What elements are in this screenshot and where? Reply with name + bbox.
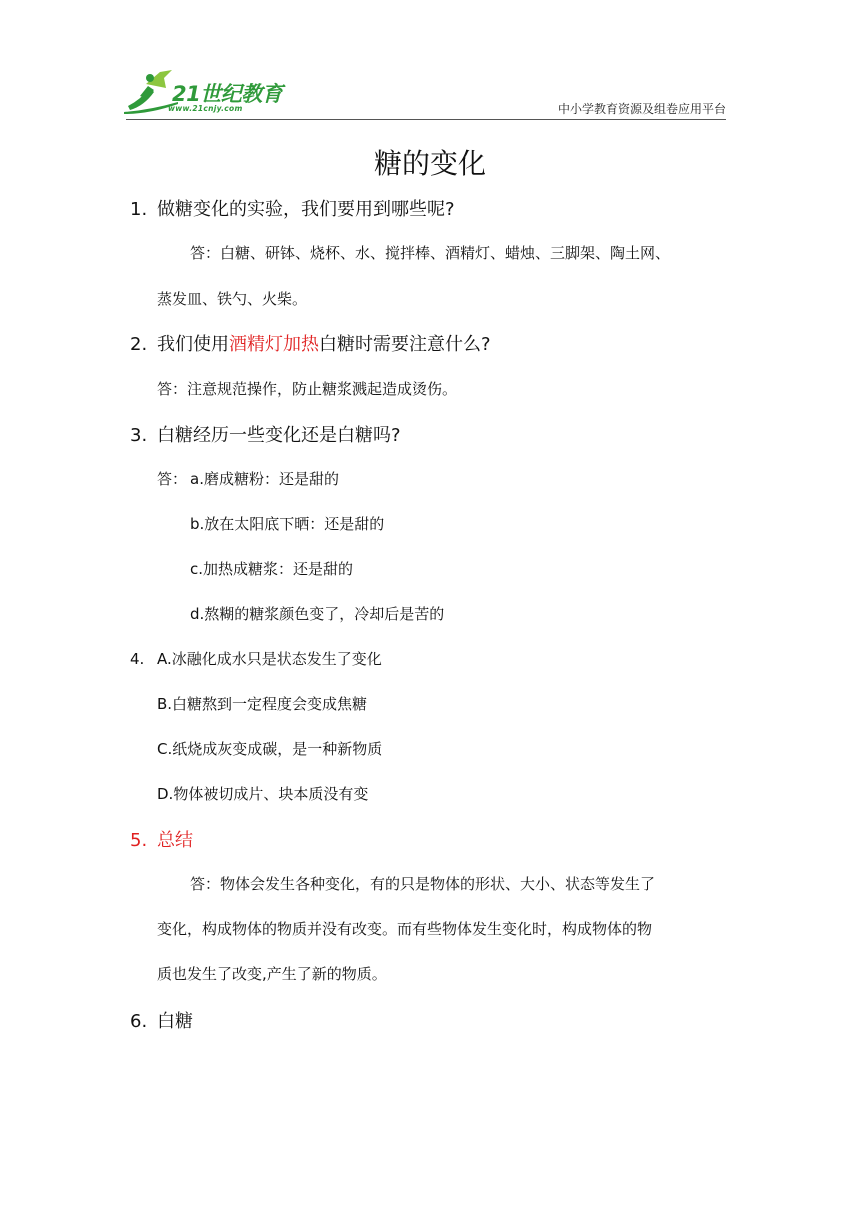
logo-url: www.21cnjy.com xyxy=(168,104,243,113)
question-text-highlight: 酒精灯加热 xyxy=(229,334,319,355)
answer-2: 答：注意规范操作，防止糖浆溅起造成烫伤。 xyxy=(157,380,458,398)
answer-3-item-a: a.磨成糖粉：还是甜的 xyxy=(190,470,339,488)
question-1 xyxy=(130,195,455,221)
logo-text: 21世纪教育 xyxy=(172,82,283,106)
answer-3-item-d: d.熬糊的糖浆颜色变了，冷却后是苦的 xyxy=(190,605,445,623)
question-4 xyxy=(130,648,382,669)
question-number: 4. xyxy=(130,650,145,668)
answer-3-item-c: c.加热成糖浆：还是甜的 xyxy=(190,560,354,578)
question-text: 总结 xyxy=(157,830,193,851)
question-number: 2. xyxy=(130,334,148,355)
answer-3-item-b: b.放在太阳底下晒：还是甜的 xyxy=(190,515,385,533)
answer-5-line-2: 变化，构成物体的物质并没有改变。而有些物体发生变化时，构成物体的物 xyxy=(157,920,653,938)
question-number: 3. xyxy=(130,425,148,446)
question-3 xyxy=(130,421,401,447)
page-header xyxy=(120,66,726,120)
question-number: 6. xyxy=(130,1011,148,1032)
question-text: 做糖变化的实验，我们要用到哪些呢? xyxy=(157,199,455,220)
page-title: 糖的变化 xyxy=(373,147,486,180)
question-4-item-d: D.物体被切成片、块本质没有变 xyxy=(157,785,369,803)
question-text: 白糖经历一些变化还是白糖吗? xyxy=(157,425,401,446)
question-text-before: 我们使用 xyxy=(157,334,229,355)
question-text: 白糖 xyxy=(157,1011,193,1032)
question-text-after: 白糖时需要注意什么? xyxy=(319,334,491,355)
question-6 xyxy=(130,1007,193,1033)
question-4-item-b: B.白糖熬到一定程度会变成焦糖 xyxy=(157,695,368,713)
answer-5-line-3: 质也发生了改变,产生了新的物质。 xyxy=(157,965,387,983)
question-5 xyxy=(130,826,193,852)
question-2 xyxy=(130,330,491,356)
question-number: 1. xyxy=(130,199,148,220)
platform-label: 中小学教育资源及组卷应用平台 xyxy=(557,102,726,116)
answer-3-prefix: 答： xyxy=(157,470,188,488)
logo xyxy=(120,66,290,118)
question-number: 5. xyxy=(130,830,148,851)
question-4-item-a: A.冰融化成水只是状态发生了变化 xyxy=(157,650,382,668)
header-divider xyxy=(126,119,726,120)
question-4-item-c: C.纸烧成灰变成碳，是一种新物质 xyxy=(157,740,383,758)
answer-1-line-2: 蒸发皿、铁勺、火柴。 xyxy=(157,290,308,308)
answer-5-line-1: 答：物体会发生各种变化，有的只是物体的形状、大小、状态等发生了 xyxy=(190,875,656,893)
answer-1-line-1: 答：白糖、研钵、烧杯、水、搅拌棒、酒精灯、蜡烛、三脚架、陶土网、 xyxy=(190,244,671,262)
